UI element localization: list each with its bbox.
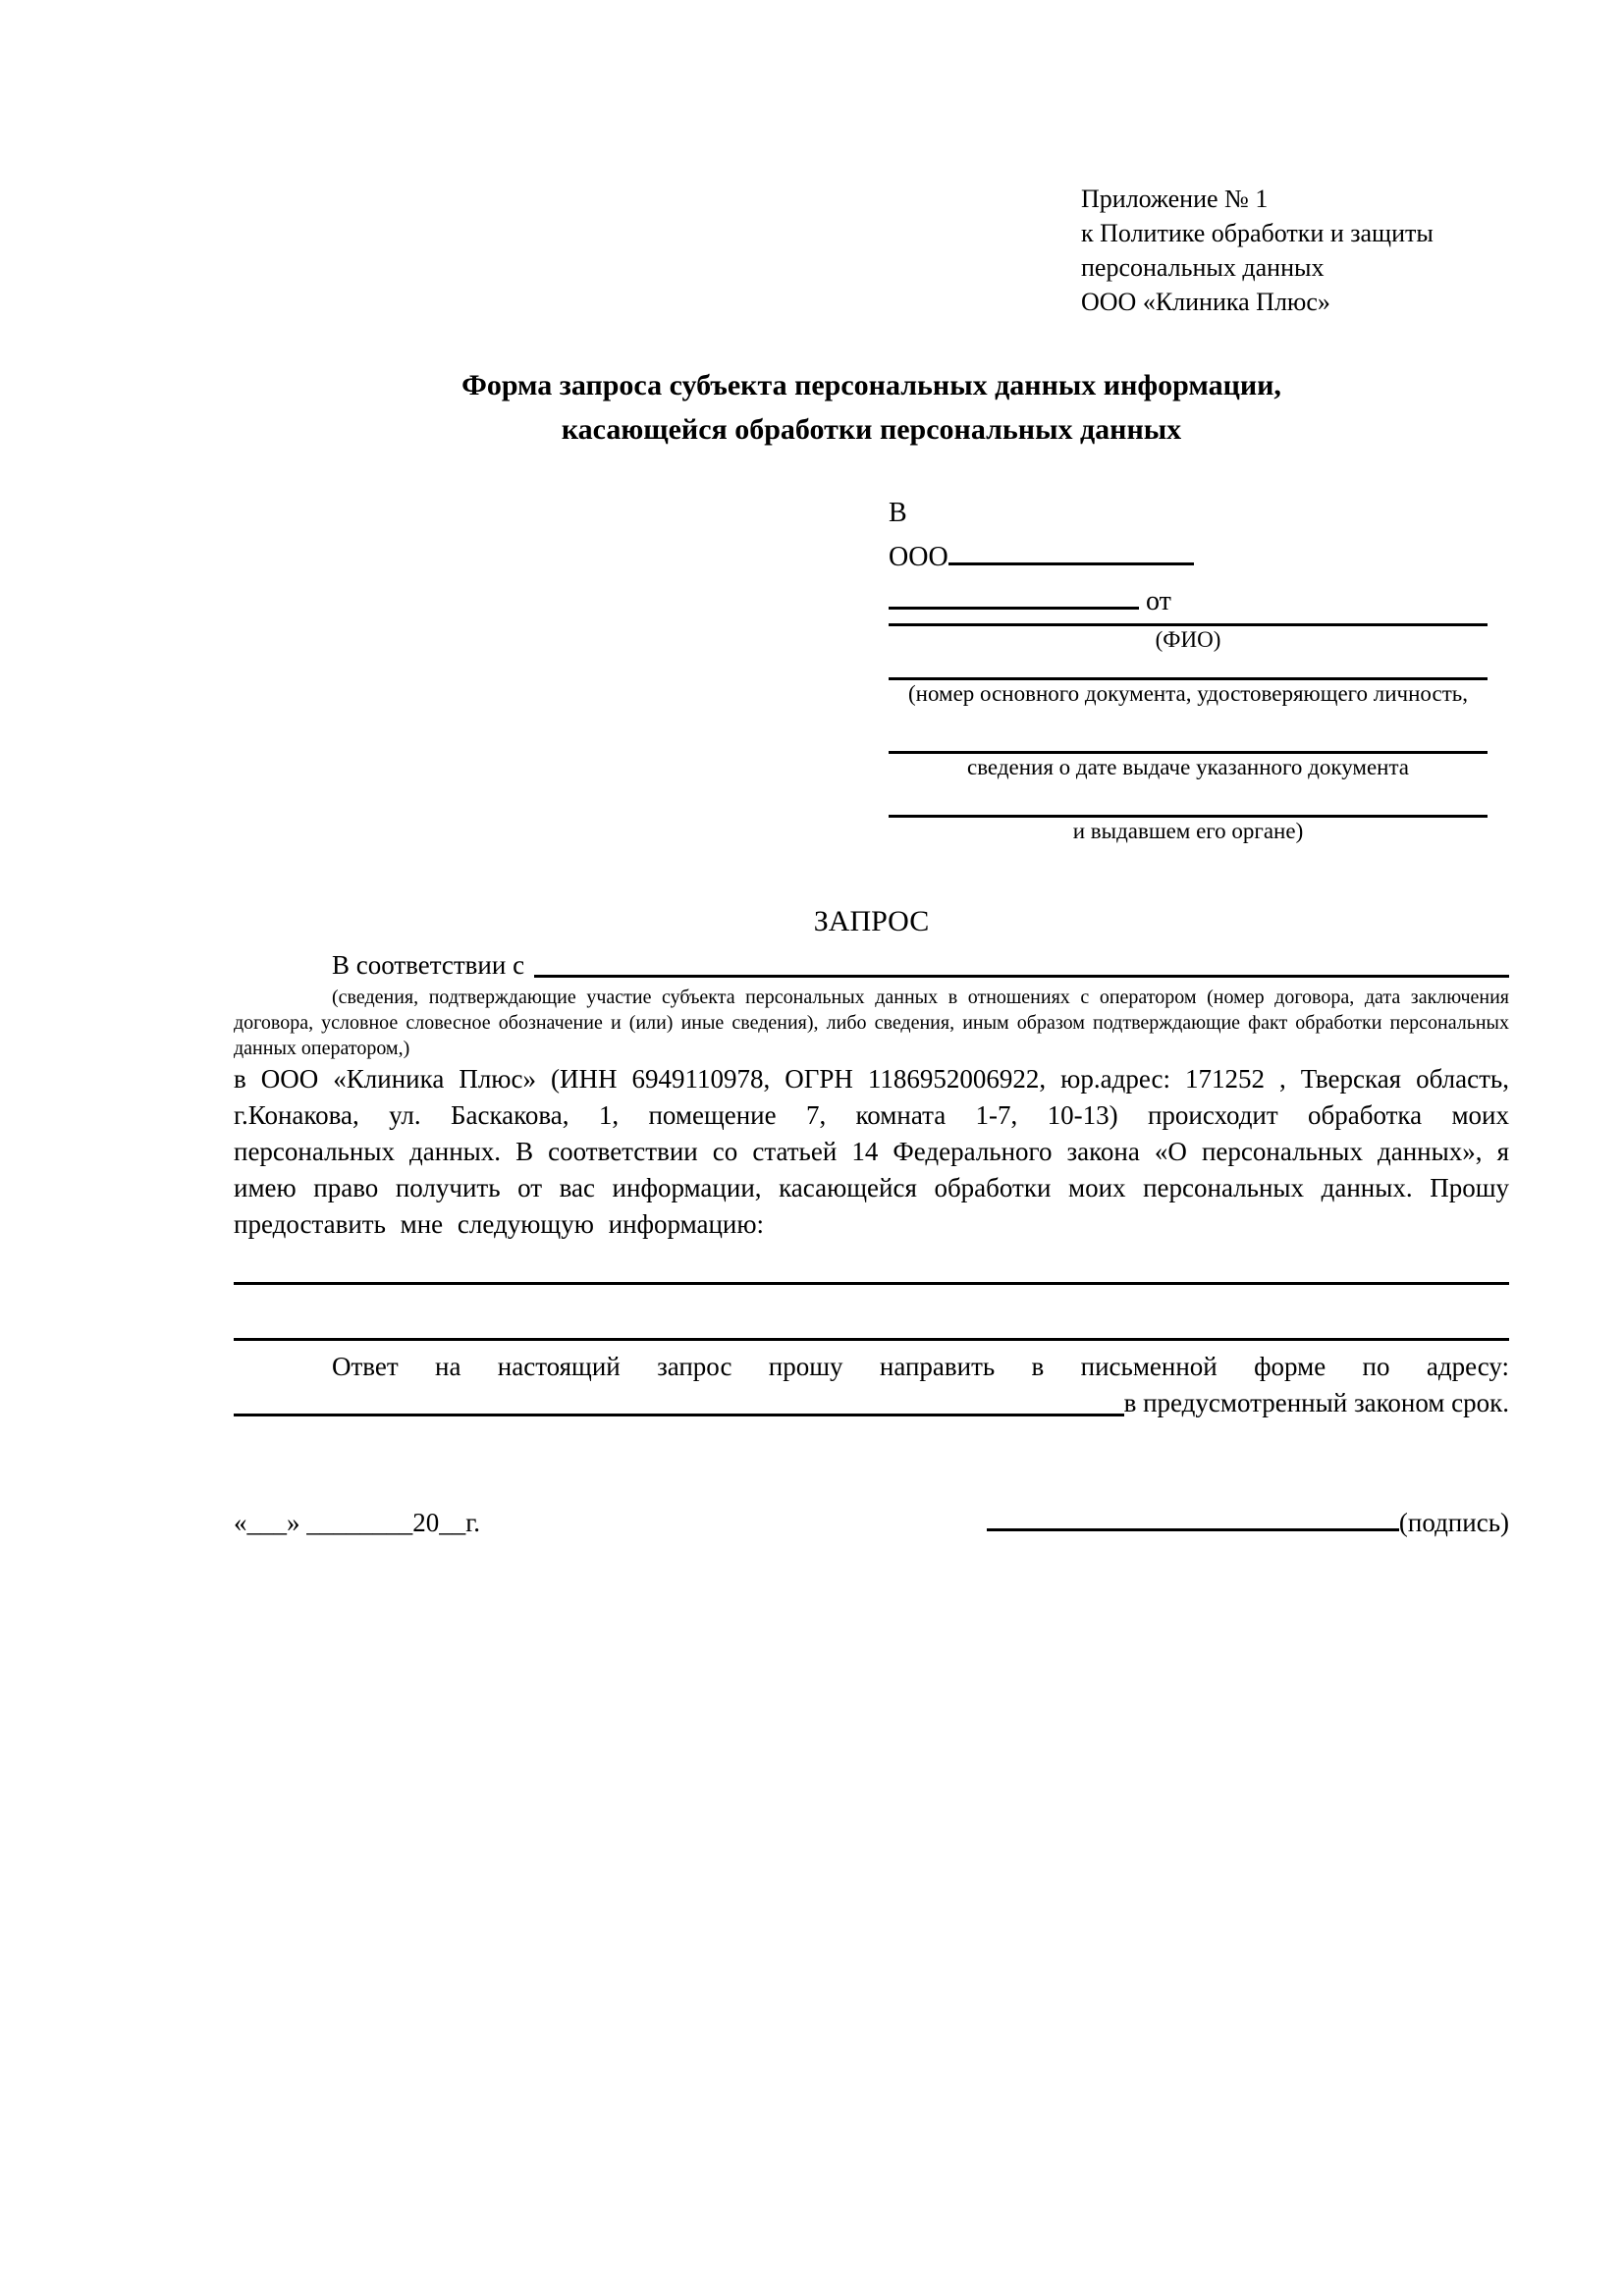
issue-date-blank-field xyxy=(889,707,1488,754)
info-blank-line-2 xyxy=(234,1285,1509,1341)
appendix-line: Приложение № 1 xyxy=(1081,185,1269,213)
org-label: ООО xyxy=(889,542,948,572)
signature-area xyxy=(987,1505,1509,1541)
organization-blank-field xyxy=(948,562,1194,565)
reply-address-row xyxy=(234,1385,1509,1421)
reply-suffix: в предусмотренный законом срок. xyxy=(1123,1388,1509,1417)
request-heading: ЗАПРОС xyxy=(813,905,930,937)
reply-address-line: Ответ на настоящий запрос прошу направить в письменной форме по адресу: xyxy=(332,1352,1509,1381)
page-content xyxy=(234,0,1509,1541)
policy-line: персональных данных xyxy=(1081,253,1325,282)
intro-row xyxy=(234,945,1509,985)
organization-row xyxy=(889,535,1488,579)
fio-caption: (ФИО) xyxy=(1155,627,1221,652)
footnote-text: (сведения, подтверждающие участие субъекта персональных данных в отношениях с оператором (номер договора, дата заключения договора, условное словесное обозначение и (или) иные сведения), либо сведения, иным образом подтверждающие факт обработки персональных данных оператором,) xyxy=(234,987,1509,1059)
addressee-block xyxy=(889,491,1488,844)
intro-label: В соответствии с xyxy=(332,950,525,980)
from-row xyxy=(889,579,1488,623)
issue-date-caption: сведения о дате выдаче указанного документа xyxy=(966,755,1410,779)
issuing-authority-blank-field xyxy=(889,780,1488,818)
issuing-authority-caption: и выдавшем его органе) xyxy=(1072,819,1304,843)
date-signature-row xyxy=(234,1505,1509,1541)
address-blank-field xyxy=(234,1414,1124,1416)
to-label: В xyxy=(889,498,907,528)
from-blank-field xyxy=(889,607,1139,610)
signature-blank-field xyxy=(987,1528,1399,1531)
signature-caption: (подпись) xyxy=(1398,1508,1509,1537)
company-line: ООО «Клиника Плюс» xyxy=(1081,288,1330,316)
policy-line: к Политике обработки и защиты xyxy=(1081,219,1434,247)
document-title xyxy=(234,363,1509,452)
title-line-2: касающейся обработки персональных данных xyxy=(561,413,1182,446)
body-paragraph: в ООО «Клиника Плюс» (ИНН 6949110978, ОГРН 1186952006922, юр.адрес: 171252 , Тверская область, г.Конакова, ул. Баскакова, 1, помещение 7, комната 1-7, 10-13) происходит обработка моих персональных данных. В соответствии со статьей 14 Федерального закона «О персональных данных», я имею право получить от вас информации, касающейся обработки моих персональных данных. Прошу предоставить мне следующую информацию: xyxy=(234,1064,1509,1239)
info-blank-line-1 xyxy=(234,1243,1509,1285)
document-number-caption: (номер основного документа, удостоверяющего личность, xyxy=(907,681,1468,706)
title-line-1: Форма запроса субъекта персональных данных информации, xyxy=(461,369,1281,401)
intro-blank-field xyxy=(534,975,1509,978)
appendix-reference-block xyxy=(1081,182,1509,319)
document-number-blank-field xyxy=(889,653,1488,680)
from-label: от xyxy=(1146,586,1171,616)
date-blank-line: «___» ________20__г. xyxy=(234,1508,481,1537)
